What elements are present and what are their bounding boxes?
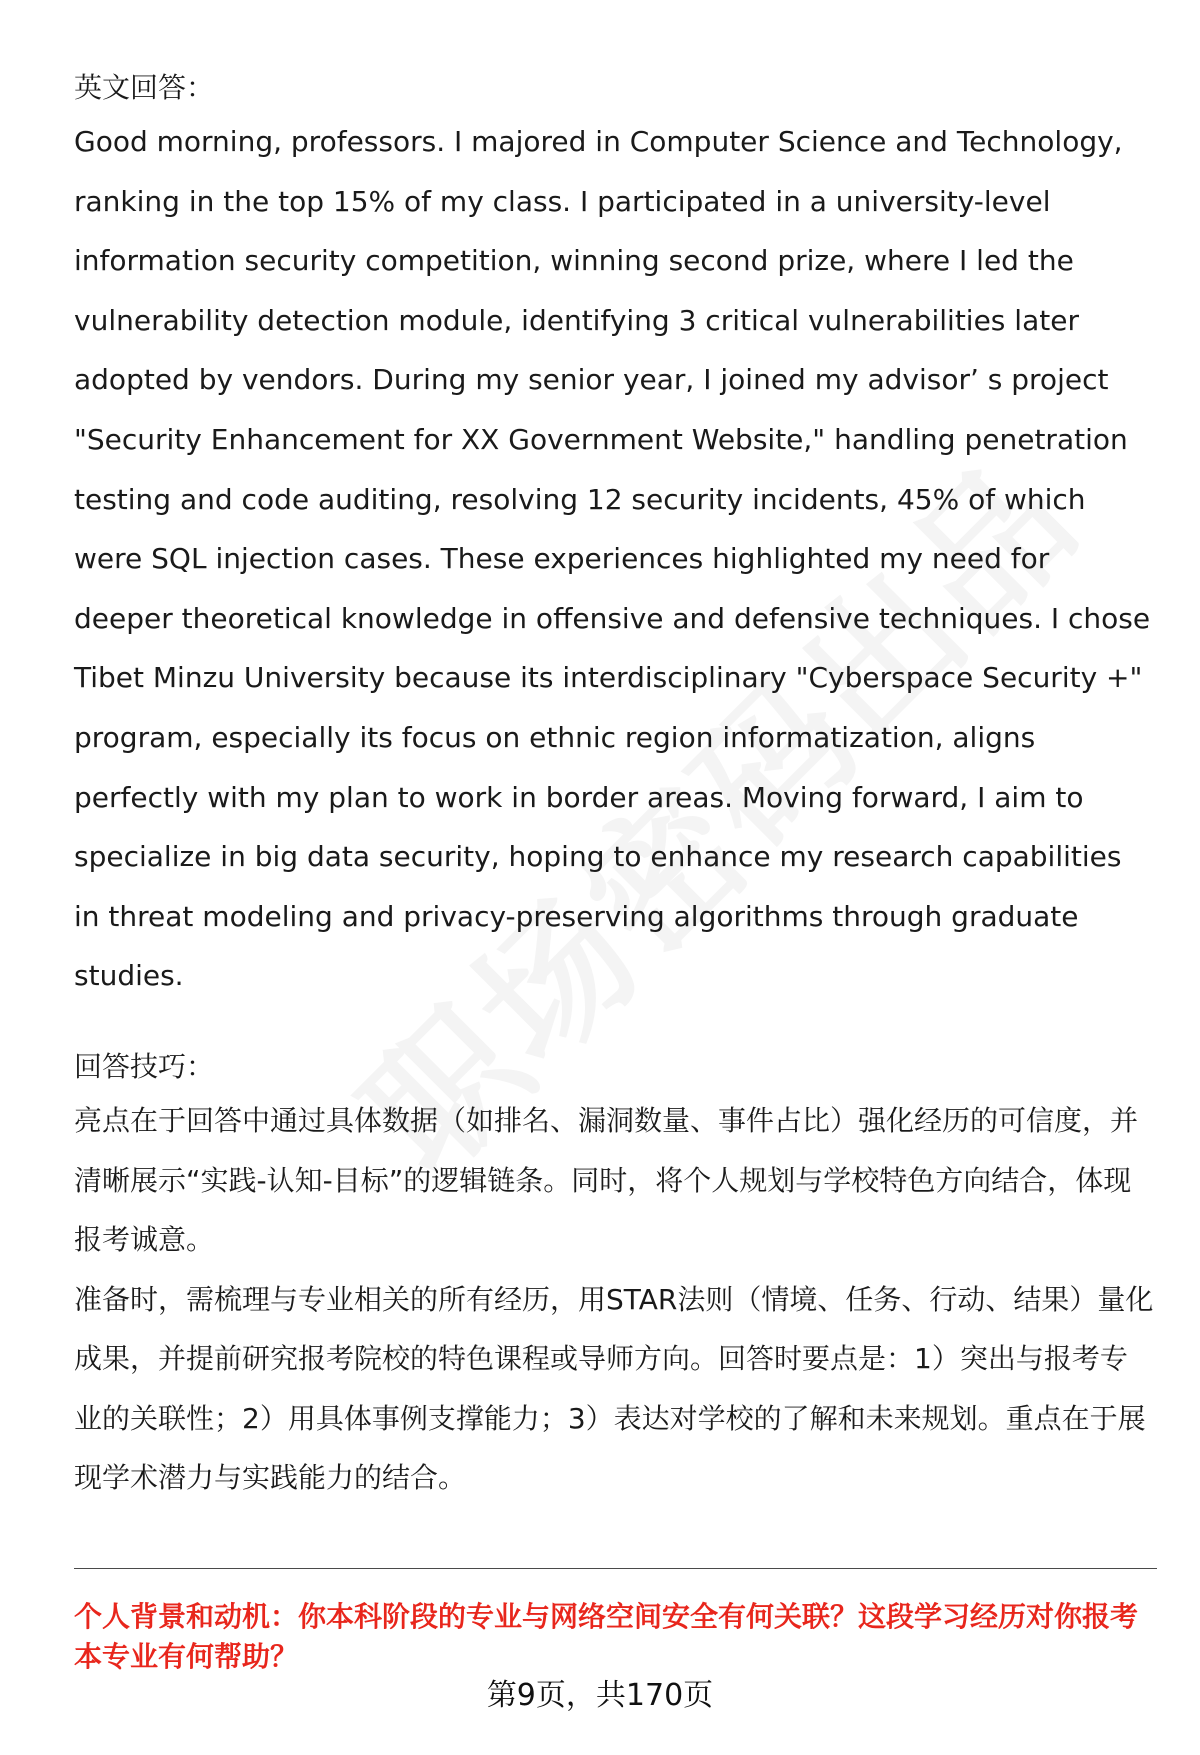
answer-label: 英文回答： (74, 71, 215, 104)
section-divider (74, 1568, 1157, 1569)
next-question: 个人背景和动机：你本科阶段的专业与网络空间安全有何关联？这段学习经历对你报考本专业有何帮助？ (74, 1600, 1139, 1673)
tips-paragraph-2: 准备时，需梳理与专业相关的所有经历，用STAR法则（情境、任务、行动、结果）量化成果，并提前研究报考院校的特色课程或导师方向。回答时要点是：1）突出与报考专业的关联性；2）用具体事例支撑能力；3）表达对学校的了解和未来规划。重点在于展现学术潜力与实践能力的结合。 (74, 1282, 1154, 1495)
tips-label: 回答技巧： (74, 1049, 215, 1083)
document-body (74, 64, 1154, 1508)
tips-paragraph-1: 亮点在于回答中通过具体数据（如排名、漏洞数量、事件占比）强化经历的可信度，并清晰展示“实践-认知-目标”的逻辑链条。同时，将个人规划与学校特色方向结合，体现报考诚意。 (74, 1103, 1139, 1257)
answer-text: Good morning, professors. I majored in Computer Science and Technology, ranking in the top 15% of my class. I participated in a university-level information security competition, winning second prize, where I led the vulnerability detection module, identifying 3 critical vulnerabilities later adopted by vendors. During my senior year, I joined my advisor’ s project "Security Enhancement for XX Government Website," handling penetration testing and code auditing, resolving 12 security incidents, 45% of which were SQL injection cases. These experiences highlighted my need for deeper theoretical knowledge in offensive and defensive techniques. I chose Tibet Minzu University because its interdisciplinary "Cyberspace Security +" program, especially its focus on ethnic region informatization, aligns perfectly with my plan to work in border areas. Moving forward, I aim to specialize in big data security, hoping to enhance my research capabilities in threat modeling and privacy-preserving algorithms through graduate studies. (74, 125, 1151, 993)
page-footer: 第9页，共170页 (486, 1678, 714, 1713)
section-gap (74, 1006, 1154, 1043)
